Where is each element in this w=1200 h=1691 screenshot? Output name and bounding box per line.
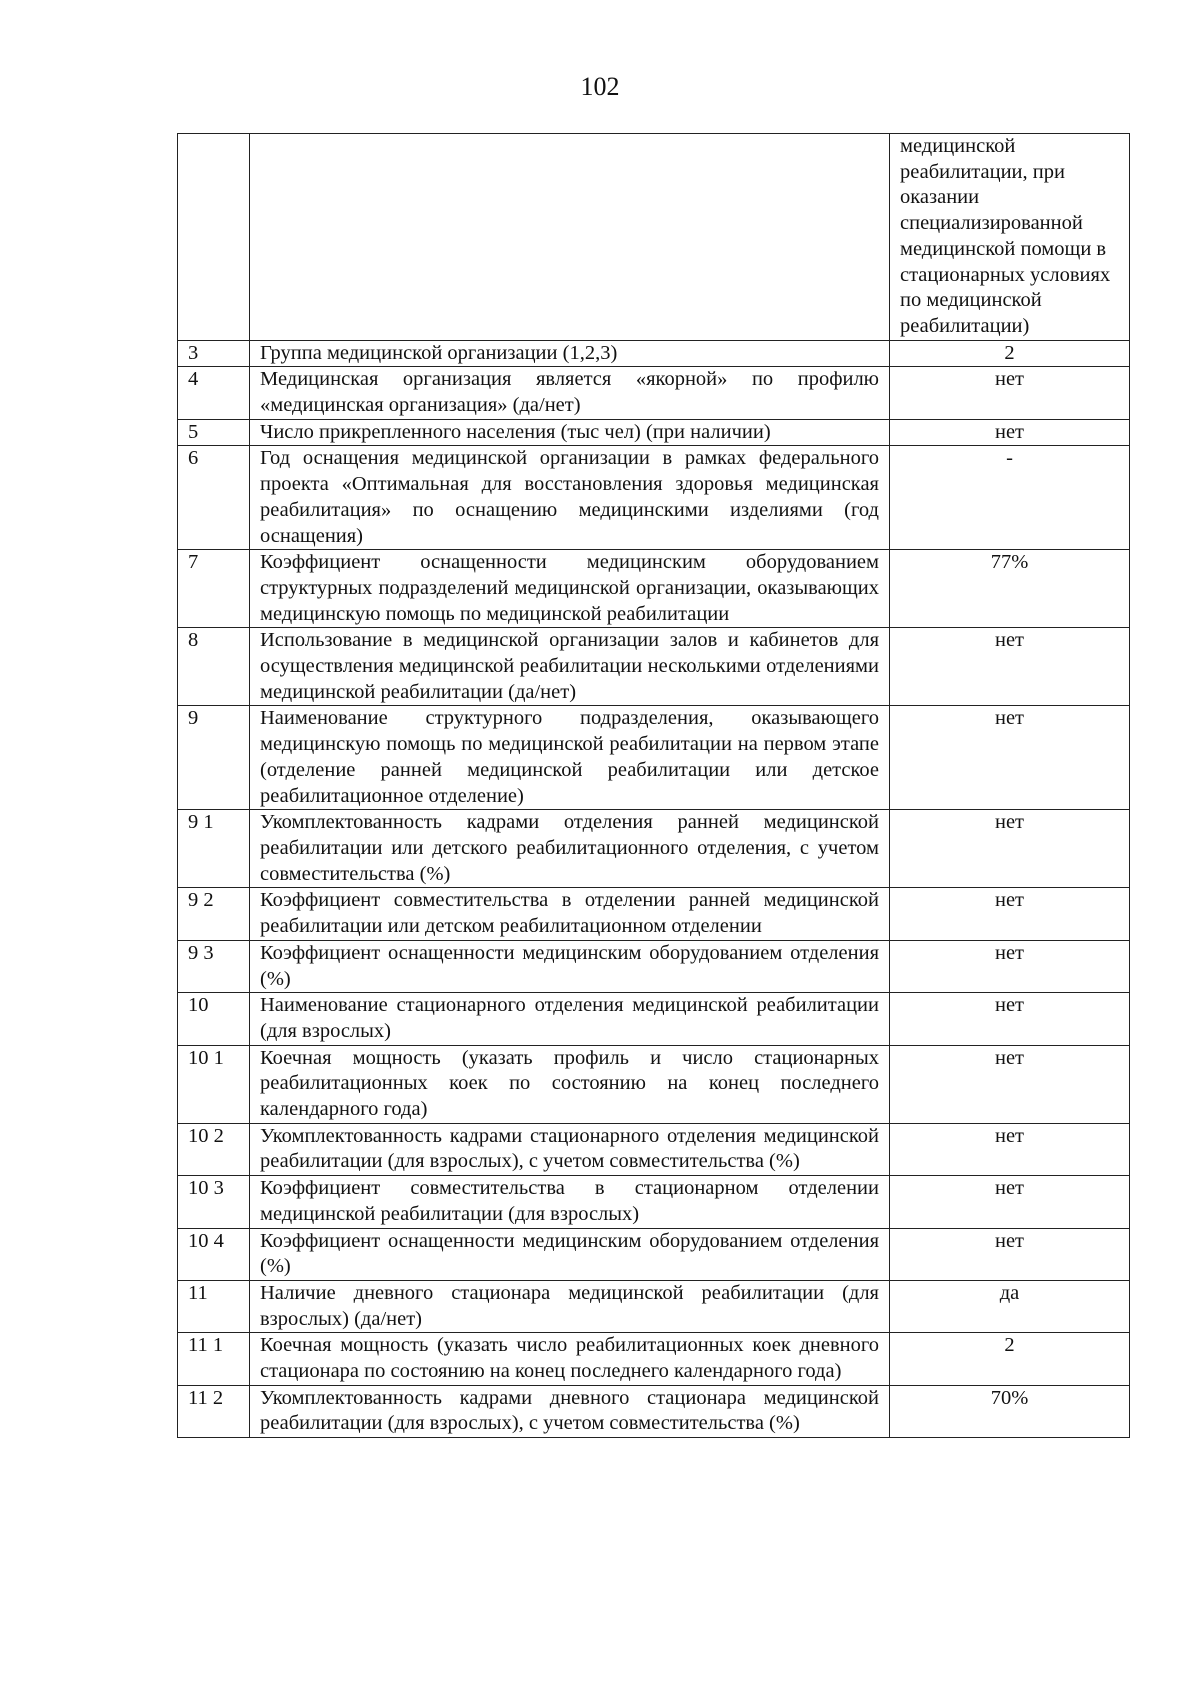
table-row-continuation <box>178 134 1130 341</box>
row-number: 6 <box>178 446 250 550</box>
row-number: 9 1 <box>178 810 250 888</box>
table-row <box>178 1280 1130 1332</box>
row-value: нет <box>890 628 1130 706</box>
row-value: нет <box>890 1123 1130 1175</box>
row-description: Коечная мощность (указать число реабилитационных коек дневного стационара по состоянию на конец последнего календарного года) <box>250 1333 890 1385</box>
row-description: Наличие дневного стационара медицинской реабилитации (для взрослых) (да/нет) <box>250 1280 890 1332</box>
table-row <box>178 1333 1130 1385</box>
row-value: нет <box>890 706 1130 810</box>
row-value: нет <box>890 1176 1130 1228</box>
row-number: 11 2 <box>178 1385 250 1437</box>
table-row <box>178 1176 1130 1228</box>
table-row <box>178 550 1130 628</box>
row-value: нет <box>890 367 1130 419</box>
table-row <box>178 706 1130 810</box>
row-value: нет <box>890 1228 1130 1280</box>
row-description: Коэффициент оснащенности медицинским оборудованием отделения (%) <box>250 940 890 992</box>
row-value: нет <box>890 993 1130 1045</box>
table-row <box>178 628 1130 706</box>
row-number: 9 <box>178 706 250 810</box>
table-row <box>178 367 1130 419</box>
row-description: Группа медицинской организации (1,2,3) <box>250 340 890 367</box>
row-description: Коэффициент совместительства в отделении ранней медицинской реабилитации или детском реабилитационном отделении <box>250 888 890 940</box>
row-description: Коечная мощность (указать профиль и число стационарных реабилитационных коек по состоянию на конец последнего календарного года) <box>250 1045 890 1123</box>
table-row <box>178 446 1130 550</box>
row-value: 77% <box>890 550 1130 628</box>
row-description: Коэффициент оснащенности медицинским оборудованием структурных подразделений медицинской организации, оказывающих медицинскую помощь по медицинской реабилитации <box>250 550 890 628</box>
row-number <box>178 134 250 341</box>
row-number: 10 1 <box>178 1045 250 1123</box>
row-description: Укомплектованность кадрами дневного стационара медицинской реабилитации (для взрослых), с учетом совместительства (%) <box>250 1385 890 1437</box>
row-description: Медицинская организация является «якорной» по профилю «медицинская организация» (да/нет) <box>250 367 890 419</box>
row-number: 11 <box>178 1280 250 1332</box>
row-number: 10 <box>178 993 250 1045</box>
table-row <box>178 940 1130 992</box>
row-description: Наименование структурного подразделения, оказывающего медицинскую помощь по медицинской реабилитации на первом этапе (отделение ранней медицинской реабилитации или детское реабилитационное отделение) <box>250 706 890 810</box>
row-number: 4 <box>178 367 250 419</box>
table-row <box>178 419 1130 446</box>
row-number: 9 2 <box>178 888 250 940</box>
row-number: 11 1 <box>178 1333 250 1385</box>
table-row <box>178 1228 1130 1280</box>
row-value: нет <box>890 1045 1130 1123</box>
row-number: 8 <box>178 628 250 706</box>
row-number: 10 2 <box>178 1123 250 1175</box>
row-description: Укомплектованность кадрами отделения ранней медицинской реабилитации или детского реабилитационного отделения, с учетом совместительства (%) <box>250 810 890 888</box>
row-value: 70% <box>890 1385 1130 1437</box>
row-number: 7 <box>178 550 250 628</box>
row-number: 9 3 <box>178 940 250 992</box>
table-body <box>178 340 1130 1438</box>
row-description: Коэффициент оснащенности медицинским оборудованием отделения (%) <box>250 1228 890 1280</box>
row-value: - <box>890 446 1130 550</box>
table-row <box>178 340 1130 367</box>
row-number: 10 3 <box>178 1176 250 1228</box>
row-description: Укомплектованность кадрами стационарного отделения медицинской реабилитации (для взрослых), с учетом совместительства (%) <box>250 1123 890 1175</box>
row-description: Использование в медицинской организации залов и кабинетов для осуществления медицинской реабилитации несколькими отделениями медицинской реабилитации (да/нет) <box>250 628 890 706</box>
row-description: Число прикрепленного населения (тыс чел) (при наличии) <box>250 419 890 446</box>
row-description <box>250 134 890 341</box>
row-description: Наименование стационарного отделения медицинской реабилитации (для взрослых) <box>250 993 890 1045</box>
row-description: Коэффициент совместительства в стационарном отделении медицинской реабилитации (для взрослых) <box>250 1176 890 1228</box>
table-row <box>178 993 1130 1045</box>
row-value: нет <box>890 888 1130 940</box>
row-value: да <box>890 1280 1130 1332</box>
row-value: нет <box>890 940 1130 992</box>
table-row <box>178 1123 1130 1175</box>
row-description: Год оснащения медицинской организации в рамках федерального проекта «Оптимальная для восстановления здоровья медицинская реабилитация» по оснащению медицинскими изделиями (год оснащения) <box>250 446 890 550</box>
table-row <box>178 810 1130 888</box>
row-number: 3 <box>178 340 250 367</box>
row-number: 5 <box>178 419 250 446</box>
row-value: 2 <box>890 1333 1130 1385</box>
page-number: 102 <box>580 72 620 101</box>
row-number: 10 4 <box>178 1228 250 1280</box>
indicators-table <box>177 133 1130 1438</box>
row-value: нет <box>890 419 1130 446</box>
table-row <box>178 1045 1130 1123</box>
table-row <box>178 888 1130 940</box>
table-row <box>178 1385 1130 1437</box>
row-value: 2 <box>890 340 1130 367</box>
row-value: нет <box>890 810 1130 888</box>
row-value: медицинской реабилитации, при оказании специализированной медицинской помощи в стационарных условиях по медицинской реабилитации) <box>890 134 1130 341</box>
